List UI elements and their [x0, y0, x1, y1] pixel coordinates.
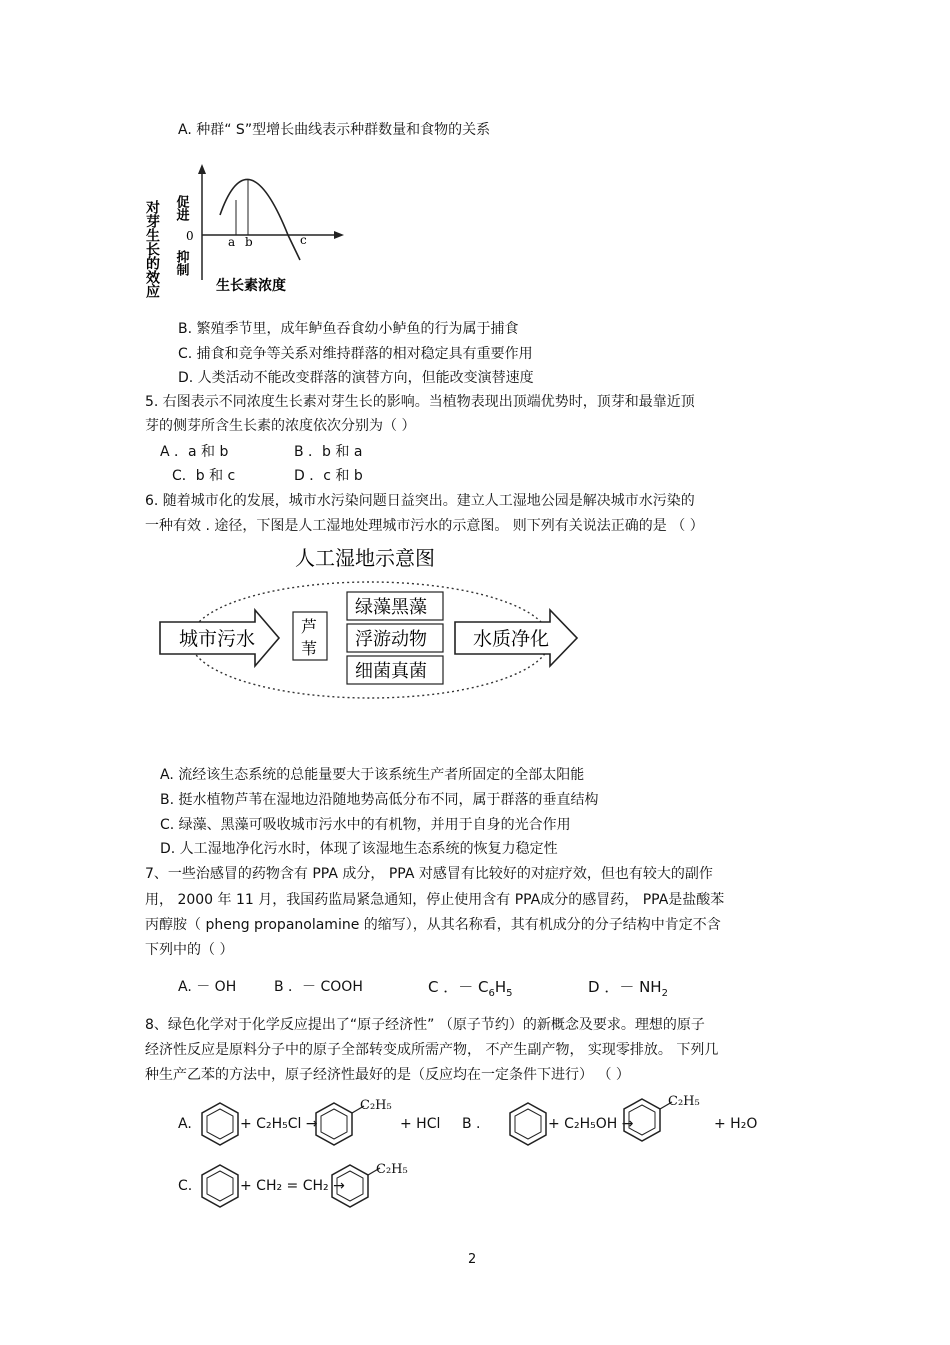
zero-label: 0: [186, 229, 194, 243]
y-axis-label: 对芽生长的效应: [144, 200, 160, 298]
reed-label-2: 苇: [301, 639, 318, 658]
q7-option-d: D ．－ $NH_2$: [588, 978, 668, 999]
q6-option-b: B. 挺水植物芦苇在湿地边沿随地势高低分布不同，属于群落的垂直结构: [160, 792, 599, 808]
q5-option-d: D ．c 和 b: [294, 468, 363, 484]
q6-line1: 6. 随着城市化的发展，城市水污染问题日益突出。建立人工湿地公园是解决城市水污染的: [145, 493, 695, 509]
q4-option-b: B. 繁殖季节里，成年鲈鱼吞食幼小鲈鱼的行为属于捕食: [178, 321, 519, 337]
box-algae: 绿藻黑藻: [355, 597, 427, 618]
q8-c-reagent: + CH₂ = CH₂ →: [240, 1178, 345, 1194]
q7-line2: 用， 2000 年 11 月，我国药监局紧急通知，停止使用含有 PPA成分的感冒药， PPA是盐酸苯: [145, 892, 725, 908]
box-zooplankton: 浮游动物: [355, 629, 427, 650]
q5-line2: 芽的侧芽所含生长素的浓度依次分别为（ ）: [145, 418, 416, 434]
q8-a-reagent: + C₂H₅Cl →: [240, 1116, 318, 1132]
q8-b-product-sub: C₂H₅: [668, 1094, 700, 1109]
q7-option-b: B ．－ COOH: [274, 979, 363, 995]
q8-a-label: A.: [178, 1116, 192, 1132]
x-axis-label: 生长素浓度: [216, 278, 286, 294]
q8-line3: 种生产乙苯的方法中，原子经济性最好的是（反应均在一定条件下进行） （ ）: [145, 1067, 630, 1083]
q8-line1: 8、绿色化学对于化学反应提出了“原子经济性” （原子节约）的新概念及要求。理想的原子: [145, 1017, 705, 1033]
q8-option-c: [0, 1158, 950, 1218]
q6-option-a: A. 流经该生态系统的总能量要大于该系统生产者所固定的全部太阳能: [160, 767, 585, 783]
q7-line1: 7、一些治感冒的药物含有 PPA 成分， PPA 对感冒有比较好的对症疗效，但也有较大的副作: [145, 866, 713, 882]
q8-option-a: [0, 1096, 950, 1156]
promote-label: 促进: [173, 195, 189, 221]
q8-a-byproduct: + HCl: [400, 1116, 441, 1132]
q8-b-reagent: + C₂H₅OH →: [548, 1116, 634, 1132]
q5-option-a: A ．a 和 b: [160, 444, 229, 460]
q8-c-product-sub: C₂H₅: [376, 1162, 408, 1177]
benzene-ring-icon: [198, 1100, 242, 1148]
benzene-ring-icon: [506, 1100, 550, 1148]
page-number: 2: [468, 1252, 477, 1267]
q7-line3: 丙醇胺（ pheng propanolamine 的缩写），从其名称看，其有机成分的分子结构中肯定不含: [145, 917, 721, 933]
q7-line4: 下列中的（ ）: [145, 942, 234, 958]
q8-c-label: C.: [178, 1178, 193, 1194]
q6-option-d: D. 人工湿地净化污水时，体现了该湿地生态系统的恢复力稳定性: [160, 841, 558, 857]
wetland-diagram: [155, 540, 595, 710]
tick-a: a: [228, 235, 236, 249]
q4-option-d: D. 人类活动不能改变群落的演替方向，但能改变演替速度: [178, 370, 534, 386]
q7-option-a: A. － OH: [178, 979, 237, 995]
reed-label-1: 芦: [301, 617, 318, 636]
q7-option-c: C ．－ $C_6H_5$: [428, 978, 513, 999]
q5-option-b: B ．b 和 a: [294, 444, 363, 460]
q5-option-c: C．b 和 c: [172, 468, 236, 484]
benzene-ring-icon: [198, 1162, 242, 1210]
q8-b-label: B .: [462, 1116, 481, 1132]
q8-a-product-sub: C₂H₅: [360, 1098, 392, 1113]
input-label: 城市污水: [179, 628, 256, 650]
tick-b: b: [245, 235, 253, 249]
tick-c: c: [300, 233, 307, 247]
q6-line2: 一种有效 . 途径，下图是人工湿地处理城市污水的示意图。 则下列有关说法正确的是 （ ）: [145, 518, 704, 534]
q4-option-c: C. 捕食和竞争等关系对维持群落的相对稳定具有重要作用: [178, 346, 533, 362]
inhibit-label: 抑制: [173, 250, 189, 276]
q4-option-a: A. 种群“ S”型增长曲线表示种群数量和食物的关系: [178, 122, 491, 138]
q6-option-c: C. 绿藻、黑藻可吸收城市污水中的有机物，并用于自身的光合作用: [160, 817, 571, 833]
output-label: 水质净化: [473, 628, 550, 650]
q8-b-byproduct: + H₂O: [714, 1116, 758, 1132]
wetland-title: 人工湿地示意图: [295, 546, 435, 570]
box-bacteria-fungi: 细菌真菌: [355, 661, 427, 682]
q5-line1: 5. 右图表示不同浓度生长素对芽生长的影响。当植物表现出顶端优势时，顶芽和最靠近顶: [145, 394, 695, 410]
auxin-effect-figure: [144, 160, 348, 300]
q8-line2: 经济性反应是原料分子中的原子全部转变成所需产物， 不产生副产物， 实现零排放。 下列几: [145, 1042, 719, 1058]
